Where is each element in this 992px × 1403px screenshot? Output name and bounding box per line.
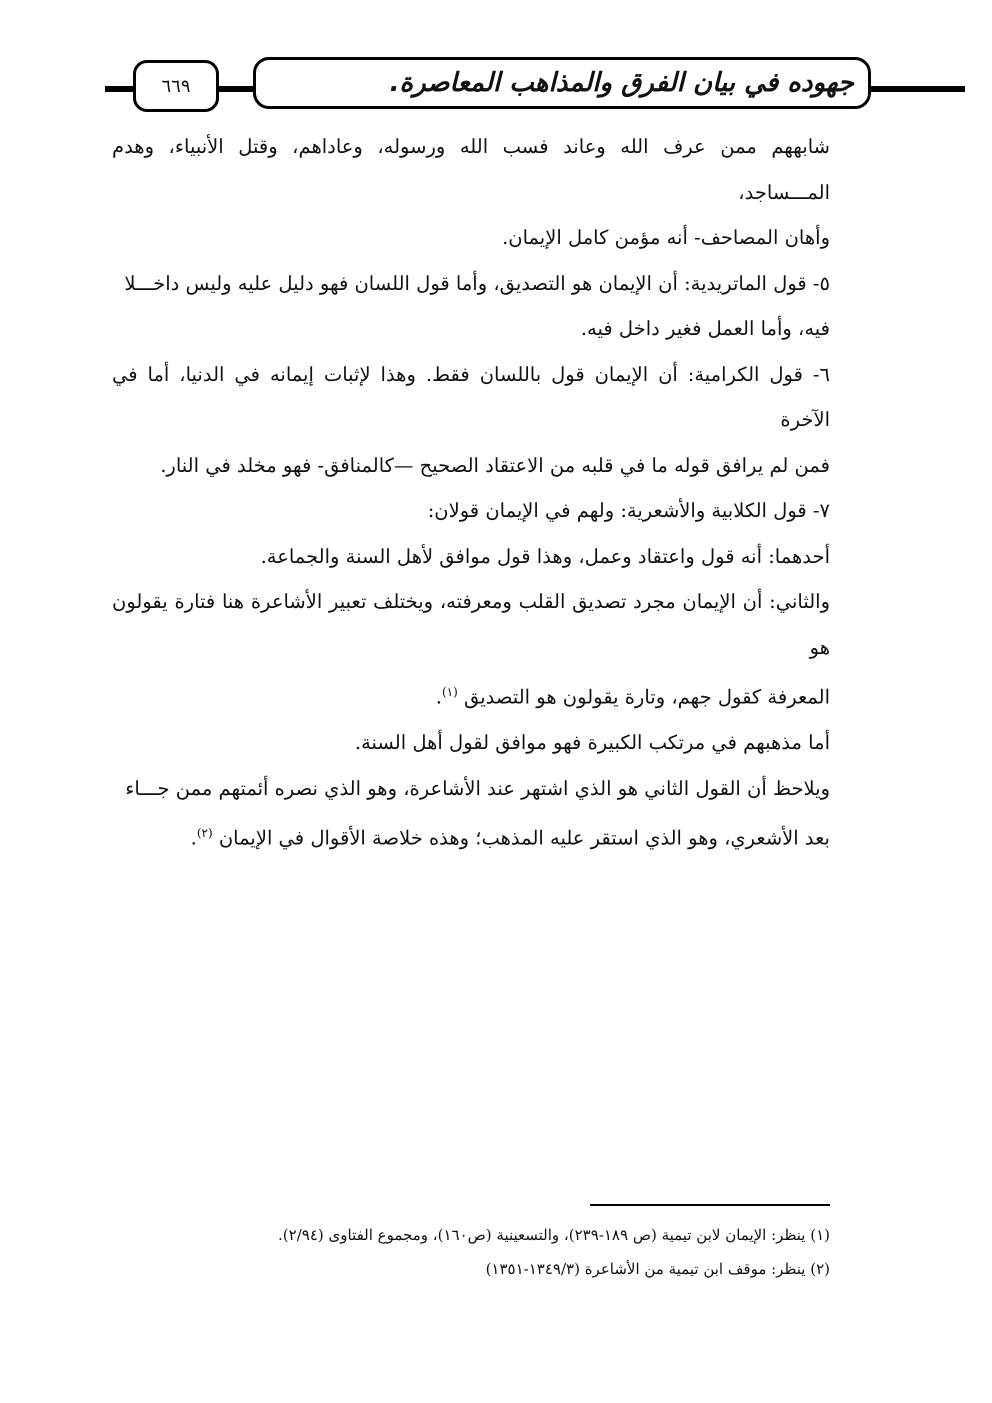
footnote-rule	[590, 1204, 830, 1206]
footnote-1: (١) ينظر: الإيمان لابن تيمية (ص ١٨٩-٢٣٩)، والتسعينية (ص١٦٠)، ومجموع الفتاوى (٢/٩٤).	[278, 1226, 830, 1244]
footnotes	[150, 1218, 830, 1286]
text-line: ٥- قول الماتريدية: أن الإيمان هو التصديق، وأما قول اللسان فهو دليل عليه وليس داخـــلا فيه، وأما العمل فغير داخل فيه.	[124, 271, 830, 340]
text-line: ويلاحظ أن القول الثاني هو الذي اشتهر عند الأشاعرة، وهو الذي نصره أئمتهم ممن جـــاء بعد الأشعري، وهو الذي استقر عليه المذهب؛ وهذه خلاصة الأقوال في الإيمان $^{(٢)}$.	[125, 776, 830, 850]
footnote-2: (٢) ينظر: موقف ابن تيمية من الأشاعرة (١٣٤٩/٣-١٣٥١)	[485, 1260, 830, 1278]
running-title: جهوده في بيان الفرق والمذاهب المعاصرة.	[389, 68, 854, 98]
text-line: شابههم ممن عرف الله وعاند فسب الله ورسوله، وعاداهم، وقتل الأنبياء، وهدم المـــساجد، وأهان المصاحف- أنه مؤمن كامل الإيمان.	[112, 135, 830, 249]
page-number-box	[133, 60, 219, 112]
footnote-ref-1: (١)	[441, 685, 458, 699]
text-line: ٦- قول الكرامية: أن الإيمان قول باللسان فقط. وهذا لإثبات إيمانه في الدنيا، أما في الآخرة فمن لم يرافق قوله ما في قلبه من الاعتقاد الصحيح —كالمنافق- فهو مخلد في النار.	[112, 362, 830, 477]
body-text	[112, 124, 830, 861]
text-line: أما مذهبهم في مرتكب الكبيرة فهو موافق لقول أهل السنة.	[354, 731, 830, 754]
text-line: أحدهما: أنه قول واعتقاد وعمل، وهذا قول موافق لأهل السنة والجماعة.	[260, 544, 830, 568]
page-number: ٦٦٩	[161, 75, 191, 97]
text-line: ٧- قول الكلابية والأشعرية: ولهم في الإيمان قولان:	[427, 499, 830, 522]
running-title-box	[253, 57, 871, 109]
footnote-ref-2: (٢)	[196, 826, 213, 840]
text-line: والثاني: أن الإيمان مجرد تصديق القلب ومعرفته، ويختلف تعبير الأشاعرة هنا فتارة يقولون هو المعرفة كقول جهم، وتارة يقولون هو التصديق $^{(١)}$.	[112, 590, 830, 709]
